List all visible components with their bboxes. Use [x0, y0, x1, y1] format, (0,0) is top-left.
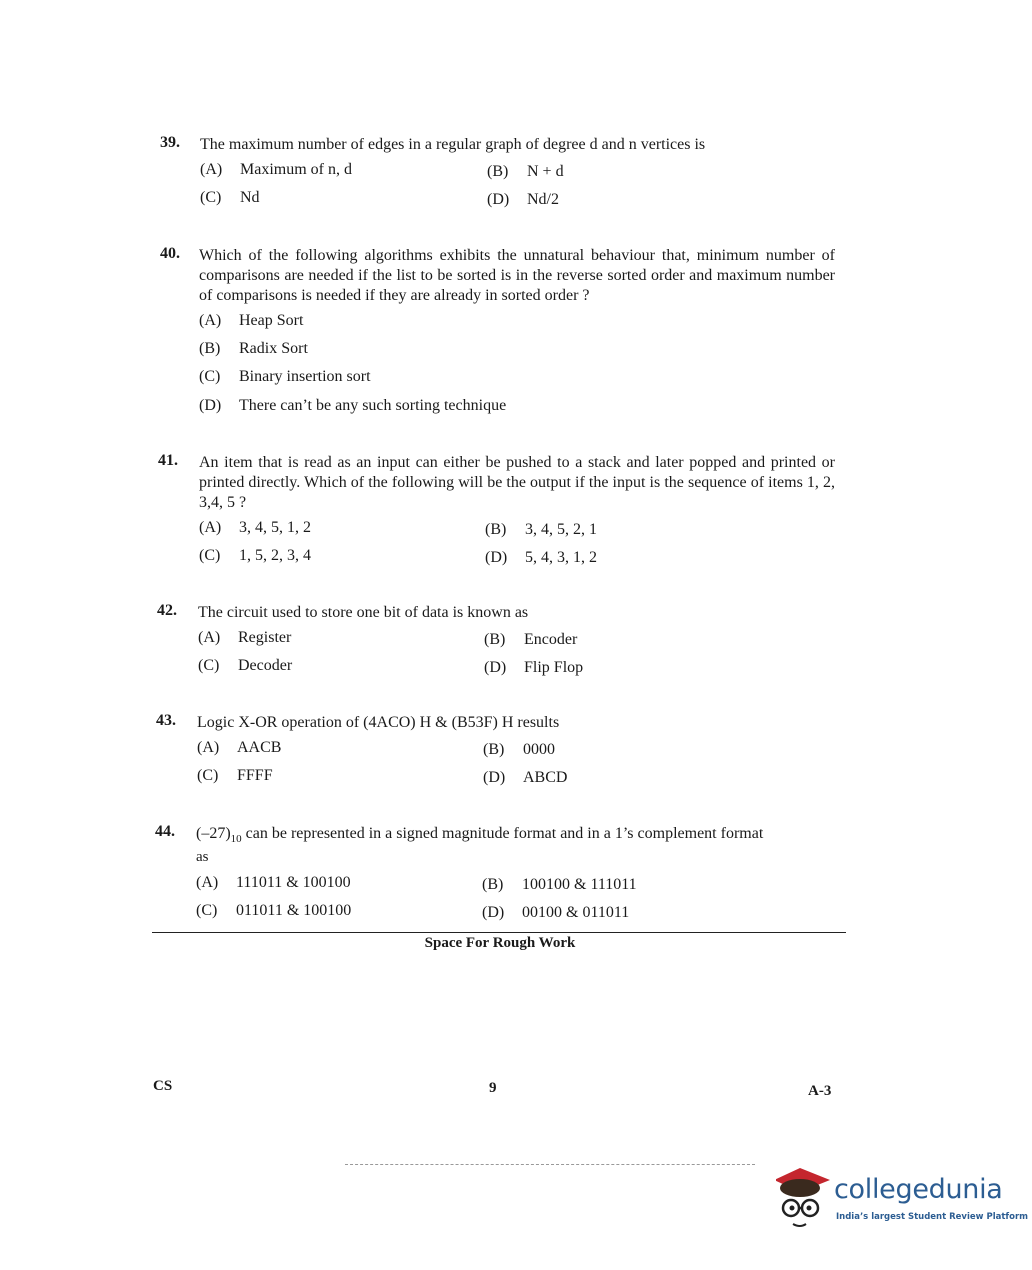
option-a: (A) Heap Sort — [199, 312, 304, 329]
option-d: (D) Nd/2 — [487, 191, 559, 208]
section-divider — [152, 932, 846, 933]
option-d: (D) Flip Flop — [484, 659, 584, 676]
option-b: (B) 3, 4, 5, 2, 1 — [485, 521, 597, 538]
option-a: (A) Maximum of n, d — [200, 161, 352, 178]
option-b: (B) Radix Sort — [199, 340, 308, 357]
option-a: (A) 111011 & 100100 — [196, 874, 351, 891]
question-text: Logic X-OR operation of (4ACO) H & (B53F) H results — [197, 714, 560, 731]
option-c: (C) FFFF — [197, 767, 273, 784]
question-text: An item that is read as an input can either be pushed to a stack and later popped and printed or printed directly. Which of the following will be the output if the input is the sequence of items 1, 2, 3,4, 5 ? — [199, 454, 835, 511]
question-number: 44. — [155, 823, 175, 840]
footer-subject: CS — [153, 1078, 173, 1094]
option-d: (D) 00100 & 011011 — [482, 904, 630, 921]
question-number: 40. — [160, 245, 180, 262]
question-number: 41. — [158, 452, 178, 469]
question-number: 39. — [160, 134, 180, 151]
option-c: (C) Binary insertion sort — [199, 368, 371, 385]
option-c: (C) 1, 5, 2, 3, 4 — [199, 547, 311, 564]
option-a: (A) AACB — [197, 739, 282, 756]
question-text: The circuit used to store one bit of data is known as — [198, 604, 529, 621]
question-text: $(-27)_{10}$ can be represented in a signed magnitude format and in a 1’s complement format — [196, 825, 764, 845]
option-a: (A) 3, 4, 5, 1, 2 — [199, 519, 311, 536]
footer-series: A-3 — [808, 1083, 832, 1099]
option-b: (B) Encoder — [484, 631, 578, 648]
option-d: (D) 5, 4, 3, 1, 2 — [485, 549, 597, 566]
option-c: (C) 011011 & 100100 — [196, 902, 352, 919]
rough-work-label: Space For Rough Work — [424, 935, 576, 951]
question-number: 43. — [156, 712, 176, 729]
question-text-continued: as — [196, 849, 209, 865]
option-c: (C) Decoder — [198, 657, 293, 674]
footer-page-number: 9 — [489, 1080, 497, 1096]
option-b: (B) N + d — [487, 163, 564, 180]
question-text: The maximum number of edges in a regular graph of degree d and n vertices is — [200, 136, 706, 153]
brand-name: collegedunia — [834, 1174, 1003, 1205]
question-number: 42. — [157, 602, 177, 619]
option-d: (D) ABCD — [483, 769, 568, 786]
option-b: (B) 100100 & 111011 — [482, 876, 637, 893]
option-b: (B) 0000 — [483, 741, 555, 758]
question-text: Which of the following algorithms exhibits the unnatural behaviour that, minimum number of comparisons are needed if the list to be sorted is in the reverse sorted order and maximum number of comparisons is needed if they are already in sorted order ? — [199, 247, 835, 304]
option-c: (C) Nd — [200, 189, 260, 206]
option-a: (A) Register — [198, 629, 292, 646]
brand-tagline: India’s largest Student Review Platform — [836, 1212, 1028, 1222]
scan-dash-line — [345, 1164, 755, 1165]
option-d: (D) There can’t be any such sorting technique — [199, 397, 507, 414]
collegedunia-watermark — [776, 1164, 1028, 1234]
mascot-icon — [776, 1164, 836, 1234]
